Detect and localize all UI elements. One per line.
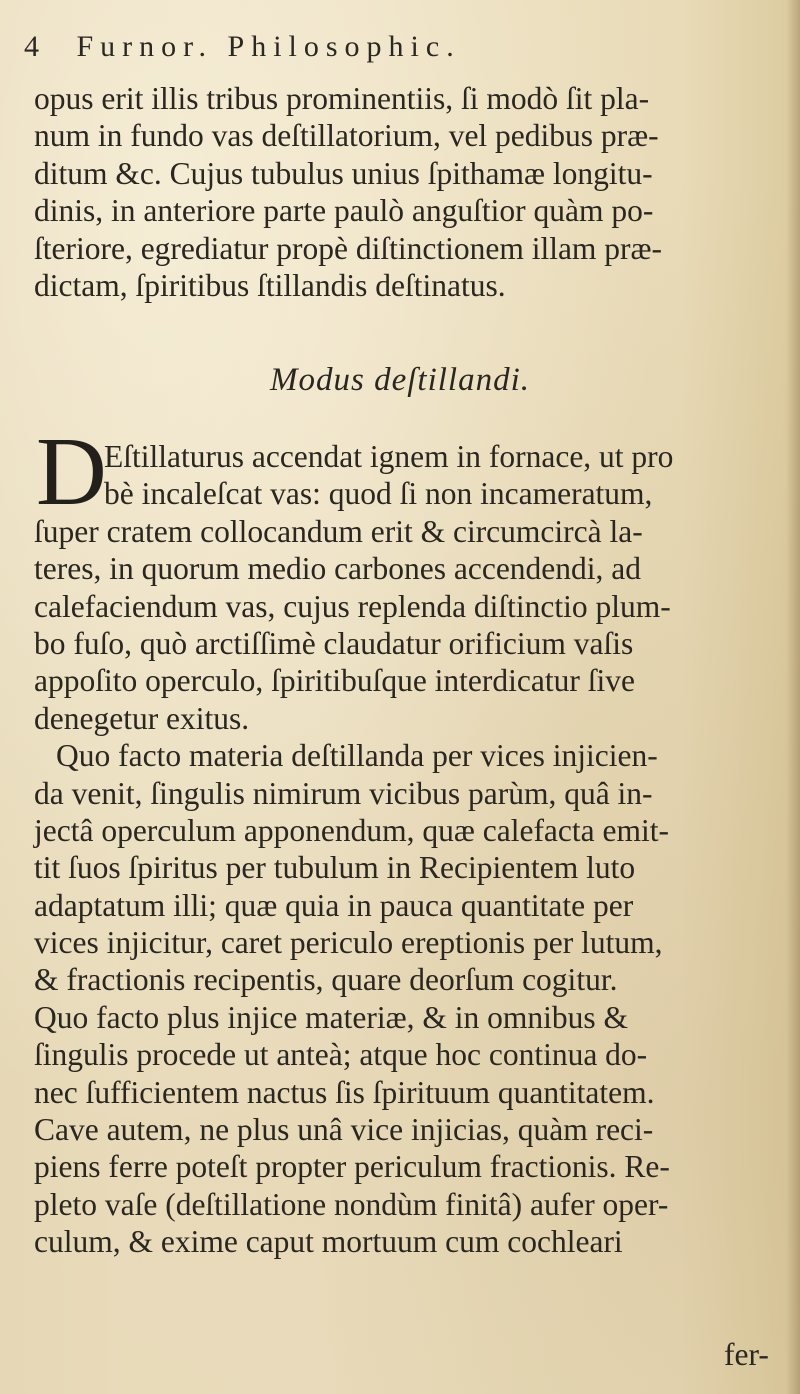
running-header bbox=[24, 30, 461, 64]
text-line: opus erit illis tribus prominentiis, ſi modò ſit pla- bbox=[34, 81, 650, 116]
intro-paragraph bbox=[34, 80, 784, 304]
text-line: bo fuſo, quò arctiſſimè claudatur orificium vaſis bbox=[34, 625, 634, 661]
text-line: dictam, ſpiritibus ſtillandis deſtinatus. bbox=[34, 267, 506, 303]
main-text bbox=[34, 438, 784, 1261]
text-line: nec ſufficientem nactus ſis ſpirituum quantitatem. bbox=[34, 1074, 655, 1110]
text-line: & fractionis recipentis, quare deorſum cogitur. bbox=[34, 962, 618, 998]
text-line: pleto vaſe (deſtillatione nondùm finitâ) aufer oper- bbox=[34, 1186, 669, 1222]
text-line: ſingulis procede ut anteà; atque hoc continua do- bbox=[34, 1037, 648, 1073]
page-number: 4 bbox=[24, 30, 39, 63]
text-line: culum, & exime caput mortuum cum cochleari bbox=[34, 1224, 623, 1260]
text-line: Cave autem, ne plus unâ vice injicias, quàm reci- bbox=[34, 1112, 654, 1148]
text-line: num in fundo vas deſtillatorium, vel pedibus præ- bbox=[34, 118, 659, 154]
text-line: piens ferre poteſt propter periculum fractionis. Re- bbox=[34, 1149, 670, 1185]
running-title: Furnor. Philosophic. bbox=[76, 30, 461, 63]
text-line: dinis, in anteriore parte paulò anguſtior quàm po- bbox=[34, 193, 654, 229]
drop-cap: D bbox=[36, 418, 107, 526]
text-line: vices injicitur, caret periculo ereptionis per lutum, bbox=[34, 925, 663, 961]
text-line: teres, in quorum medio carbones accendendi, ad bbox=[34, 551, 642, 587]
text-line: ditum &c. Cujus tubulus unius ſpithamæ longitu- bbox=[34, 155, 653, 191]
catchword: fer- bbox=[724, 1337, 769, 1372]
text-line: calefaciendum vas, cujus replenda diſtinctio plum- bbox=[34, 588, 671, 624]
text-line: bè incaleſcat vas: quod ſi non incameratum, bbox=[104, 476, 653, 512]
text-line: ſuper cratem collocandum erit & circumcircà la- bbox=[34, 513, 643, 549]
text-line: da venit, ſingulis nimirum vicibus parùm, quâ in- bbox=[34, 775, 653, 811]
text-line: tit ſuos ſpiritus per tubulum in Recipientem luto bbox=[34, 850, 636, 886]
text-line: adaptatum illi; quæ quia in pauca quantitate per bbox=[34, 887, 634, 923]
text-line: Eſtillaturus accendat ignem in fornace, ut pro bbox=[104, 439, 674, 474]
text-line: Quo facto plus injice materiæ, & in omnibus & bbox=[34, 999, 629, 1035]
text-line: jectâ operculum apponendum, quæ calefacta emit- bbox=[34, 812, 669, 848]
text-line: Quo facto materia deſtillanda per vices injicien- bbox=[56, 738, 658, 774]
section-title: Modus deſtillandi. bbox=[270, 362, 530, 398]
text-line: appoſito operculo, ſpiritibuſque interdicatur ſive bbox=[34, 663, 635, 699]
text-line: denegetur exitus. bbox=[34, 700, 250, 736]
text-line: ſteriore, egrediatur propè diſtinctionem illam præ- bbox=[34, 230, 663, 266]
